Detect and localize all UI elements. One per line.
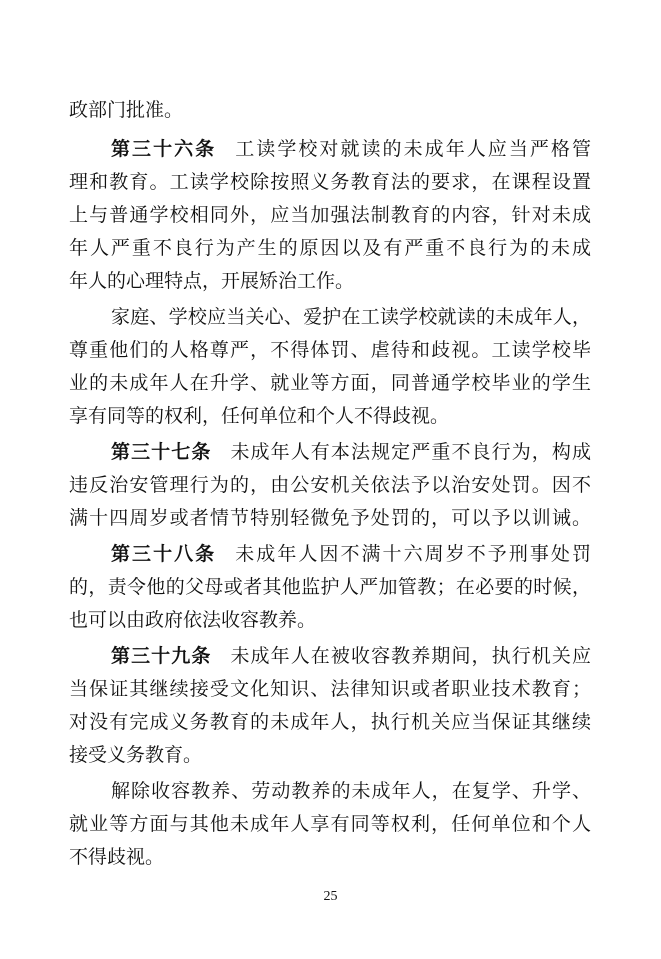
text-line: 违反治安管理行为的，由公安机关依法予以治安处罚。因不 — [69, 473, 591, 496]
text-span: 未成年人因不满十六周岁不予刑事处罚 — [235, 542, 591, 565]
article-36-paragraph — [69, 133, 591, 298]
text-line — [69, 436, 591, 469]
text-line: 年人的心理特点，开展矫治工作。 — [69, 269, 355, 292]
text-span: 未成年人在被收容教养期间，执行机关应 — [230, 644, 591, 667]
text-line: 尊重他们的人格尊严，不得体罚、虐待和歧视。工读学校毕 — [69, 338, 591, 361]
page-number: 25 — [323, 889, 338, 904]
text-line: 接受义务教育。 — [69, 743, 203, 766]
text-line: 解除收容教养、劳动教养的未成年人，在复学、升学、 — [111, 779, 591, 802]
article-heading: 第三十九条 — [111, 644, 212, 667]
article-heading: 第三十六条 — [111, 137, 217, 160]
text-line: 就业等方面与其他未成年人享有同等权利，任何单位和个人 — [69, 812, 591, 835]
paragraph-continuation — [69, 94, 591, 127]
text-line: 政部门批准。 — [69, 98, 184, 121]
text-line: 家庭、学校应当关心、爱护在工读学校就读的未成年人， — [111, 305, 591, 328]
family-school-paragraph — [69, 301, 591, 433]
text-line: 上与普通学校相同外，应当加强法制教育的内容，针对未成 — [69, 203, 591, 226]
text-line: 享有同等的权利，任何单位和个人不得歧视。 — [69, 404, 450, 427]
text-line: 对没有完成义务教育的未成年人，执行机关应当保证其继续 — [69, 710, 591, 733]
text-line: 年人严重不良行为产生的原因以及有严重不良行为的未成 — [69, 236, 591, 259]
text-line: 理和教育。工读学校除按照义务教育法的要求，在课程设置 — [69, 170, 591, 193]
text-line: 业的未成年人在升学、就业等方面，同普通学校毕业的学生 — [69, 371, 591, 394]
text-line: 满十四周岁或者情节特别轻微免予处罚的，可以予以训诫。 — [69, 506, 591, 529]
text-line: 的，责令他的父母或者其他监护人严加管教；在必要的时候， — [69, 575, 591, 598]
article-37-paragraph — [69, 436, 591, 535]
text-line — [69, 538, 591, 571]
release-paragraph — [69, 775, 591, 874]
text-line: 也可以由政府依法收容教养。 — [69, 608, 317, 631]
text-line — [69, 640, 591, 673]
article-heading: 第三十七条 — [111, 440, 212, 463]
text-line — [69, 133, 591, 166]
article-38-paragraph — [69, 538, 591, 637]
text-span: 工读学校对就读的未成年人应当严格管 — [235, 137, 591, 160]
article-39-paragraph — [69, 640, 591, 772]
text-span: 未成年人有本法规定严重不良行为，构成 — [230, 440, 591, 463]
text-line: 不得歧视。 — [69, 845, 165, 868]
article-heading: 第三十八条 — [111, 542, 217, 565]
text-line: 当保证其继续接受文化知识、法律知识或者职业技术教育； — [69, 677, 591, 700]
document-body — [69, 94, 591, 874]
